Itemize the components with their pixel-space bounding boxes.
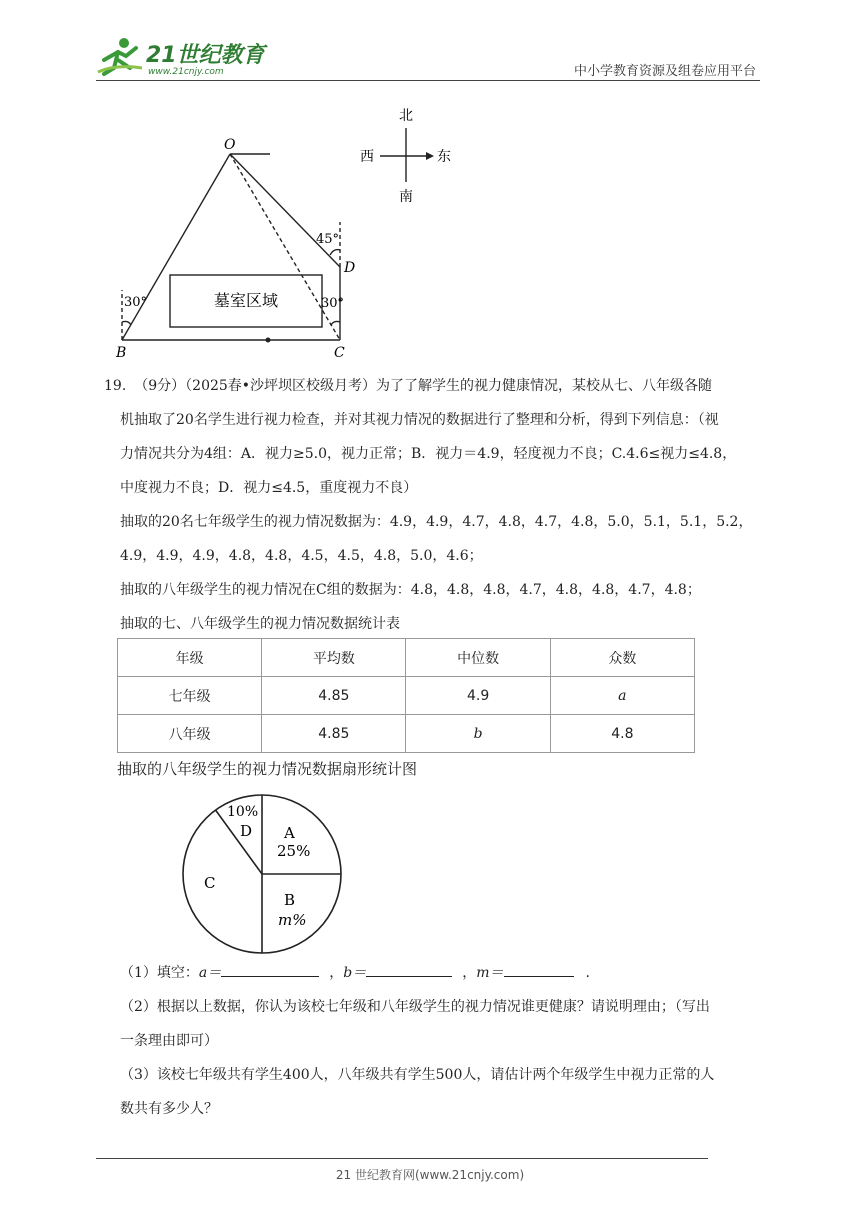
table-header: 众数 [550, 639, 694, 677]
question-line-5: 抽取的20名七年级学生的视力情况数据为：4.9，4.9，4.7，4.8，4.7，4.8，5.0，5.1，5.1，5.2， [120, 514, 753, 530]
pie-slice-B-label: B [284, 891, 296, 909]
header-divider [96, 80, 760, 81]
q1-m-blank[interactable] [504, 962, 574, 977]
geometry-diagram [110, 100, 470, 364]
line-OD [230, 154, 340, 267]
subquestion-2-line1: （2）根据以上数据，你认为该校七年级和八年级学生的视力情况谁更健康？请说明理由；（写出 [120, 999, 710, 1015]
compass-north: 北 [399, 108, 413, 124]
question-line-1 [104, 375, 764, 395]
site-logo [96, 34, 276, 78]
table-caption: 抽取的七、八年级学生的视力情况数据统计表 [120, 616, 400, 632]
compass-icon [360, 108, 451, 205]
table-cell: b [406, 715, 550, 753]
question-line-4: 中度视力不良；D．视力≤4.5，重度视力不良） [120, 480, 418, 496]
label-O: O [224, 137, 236, 153]
table-cell: a [550, 677, 694, 715]
question-text: （9分）（2025春•沙坪坝区校级月考）为了了解学生的视力健康情况，某校从七、八年级各随 [134, 378, 713, 394]
compass-south: 南 [399, 189, 413, 205]
angle-arc-C [331, 321, 340, 325]
label-B: B [116, 345, 127, 361]
pie-slice-D-pct: 10% [227, 804, 259, 820]
subquestion-3-line1: （3）该校七年级共有学生400人，八年级共有学生500人，请估计两个年级学生中视力正常的人 [120, 1067, 715, 1083]
angle-arc-D [330, 250, 340, 255]
tomb-area-label: 墓室区域 [214, 291, 279, 310]
footer-divider [96, 1158, 708, 1159]
table-cell: 4.9 [406, 677, 550, 715]
question-line-6: 4.9，4.9，4.9，4.8，4.8，4.5，4.5，4.8，5.0，4.6； [120, 548, 483, 564]
pie-chart [178, 790, 348, 960]
table-cell: 4.85 [262, 677, 406, 715]
pie-slice-B-pct: m% [278, 911, 307, 929]
pie-slice-A-label: A [284, 824, 295, 842]
table-cell: 八年级 [118, 715, 262, 753]
point-midpoint [266, 338, 271, 343]
q1-end: . [585, 965, 590, 981]
q1-b-blank[interactable] [366, 962, 452, 977]
pie-title: 抽取的八年级学生的视力情况数据扇形统计图 [117, 760, 418, 778]
subquestion-1 [120, 962, 764, 982]
line-OC-dashed [230, 154, 340, 340]
q1-m-label: m＝ [476, 965, 504, 981]
brand-text: 21世纪教育 [146, 43, 265, 68]
table-header: 年级 [118, 639, 262, 677]
platform-name: 中小学教育资源及组卷应用平台 [573, 64, 756, 79]
question-line-2: 机抽取了20名学生进行视力检查，并对其视力情况的数据进行了整理和分析，得到下列信息：（视 [120, 412, 719, 428]
question-number: 19. [104, 378, 127, 394]
table-row [118, 715, 695, 753]
compass-west: 西 [360, 149, 374, 165]
q1-a-blank[interactable] [221, 962, 319, 977]
brand-url: www.21cnjy.com [148, 67, 224, 77]
q1-prefix: （1）填空： [120, 965, 199, 981]
q1-separator: ， [462, 965, 477, 981]
angle-label-C: 30° [321, 296, 345, 311]
subquestion-3-line2: 数共有多少人？ [120, 1101, 218, 1117]
subquestion-2-line2: 一条理由即可） [120, 1033, 218, 1049]
footer-text: 21 世纪教育网(www.21cnjy.com) [335, 1168, 525, 1182]
runner-logo-icon [96, 34, 276, 78]
q1-a-label: a＝ [198, 965, 222, 981]
angle-arc-B [122, 321, 131, 325]
table-header: 中位数 [406, 639, 550, 677]
table-cell: 4.85 [262, 715, 406, 753]
line-BO [122, 154, 230, 340]
table-header: 平均数 [262, 639, 406, 677]
pie-slice-A-pct: 25% [277, 842, 311, 860]
pie-slice-D-label: D [240, 822, 253, 840]
q1-b-label: b＝ [343, 965, 367, 981]
stat-table [117, 638, 695, 753]
table-header-row [118, 639, 695, 677]
angle-label-D: 45° [316, 232, 340, 247]
label-D: D [344, 260, 356, 276]
table-cell: 4.8 [550, 715, 694, 753]
compass-east: 东 [437, 149, 451, 165]
table-cell: 七年级 [118, 677, 262, 715]
question-line-7: 抽取的八年级学生的视力情况在C组的数据为：4.8，4.8，4.8，4.7，4.8，4.8，4.7，4.8； [120, 582, 701, 598]
pie-slice-C-label: C [204, 874, 216, 892]
label-C: C [334, 345, 345, 361]
angle-label-B: 30° [124, 295, 148, 310]
q1-separator: ， [329, 965, 344, 981]
question-line-3: 力情况共分为4组：A．视力≥5.0，视力正常；B．视力＝4.9，轻度视力不良；C.4.6≤视力≤4.8， [120, 446, 737, 462]
table-row [118, 677, 695, 715]
